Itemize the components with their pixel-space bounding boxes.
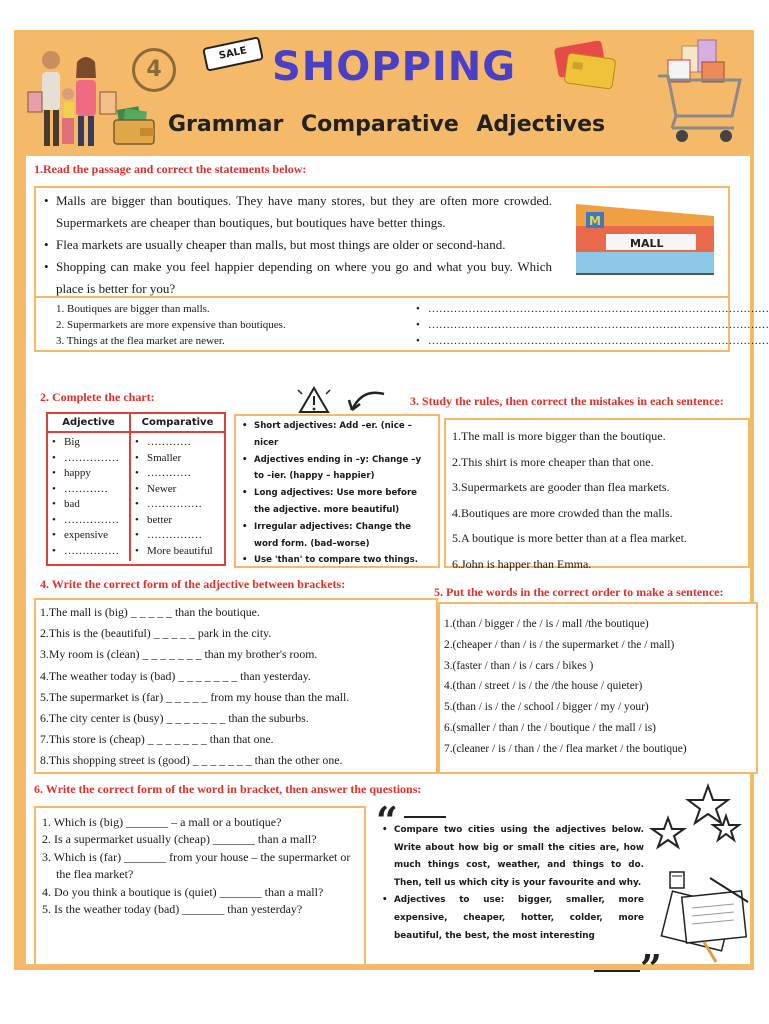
statements-list	[56, 301, 416, 349]
passage-item: • Shopping can make you feel happier depending on where you go and what you buy. Which place is better for you?	[44, 256, 552, 300]
statement-item: 2. Supermarkets are more expensive than boutiques.	[56, 319, 286, 331]
word-order-item: 4.(than / street / is / the /the house / quieter)	[444, 680, 643, 693]
page-subtitle: Grammar Comparative Adjectives	[168, 112, 606, 137]
mistake-item: 6.John is happer than Emma.	[452, 556, 592, 571]
comparative-column	[135, 435, 220, 559]
quote-line	[404, 816, 446, 818]
open-quote-icon: “	[376, 798, 398, 843]
questions-list	[42, 814, 360, 918]
word-order-item: 3.(faster / than / is / cars / bikes )	[444, 659, 594, 672]
writing-prompt: • Compare two cities using the adjectives below. Write about how big or small the cities are, how much things cost, weather, and things to do. Then, tell us which city is your favourite and why.	[382, 822, 644, 892]
mistake-item: 1.The mall is more bigger than the boutique.	[452, 429, 666, 443]
section4-heading: 4. Write the correct form of the adjective between brackets:	[40, 577, 346, 591]
chart-cell: • Big	[52, 435, 125, 451]
chart-header-adjective: Adjective	[48, 414, 130, 432]
mistakes-list	[452, 424, 687, 577]
page-title: SHOPPING	[272, 44, 517, 90]
rule-item: • Short adjectives: Add –er. (nice – nicer	[242, 418, 434, 452]
passage-item: • Flea markets are usually cheaper than malls, but most things are older or second-hand.	[44, 234, 552, 256]
comparative-chart	[48, 414, 224, 561]
bracket-item[interactable]: 8.This shopping street is (good) _ _ _ _ _ _ _ than the other one.	[40, 753, 343, 768]
section3-heading: 3. Study the rules, then correct the mistakes in each sentence:	[410, 394, 724, 408]
writing-adjectives: • Adjectives to use: bigger, smaller, more expensive, cheaper, hotter, colder, more beautiful, the best, the most interesting	[382, 892, 644, 945]
mall-logo-letter: M	[589, 214, 601, 228]
quote-line	[594, 970, 640, 972]
section5-box	[438, 602, 758, 774]
mistake-item: 3.Supermarkets are gooder than flea markets.	[452, 480, 670, 494]
section4-box	[34, 598, 438, 774]
answer-line[interactable]: • …………………………………………………………………………………	[416, 333, 716, 349]
word-order-item: 6.(smaller / than / the / boutique / the mall / is)	[444, 721, 656, 734]
passage-list	[44, 190, 552, 300]
bracket-item[interactable]: 5.The supermarket is (far) _ _ _ _ _ from my house than the mall.	[40, 689, 350, 704]
warning-icon	[296, 384, 406, 418]
brackets-list	[40, 602, 349, 772]
bracket-item[interactable]: 4.The weather today is (bad) _ _ _ _ _ _ _ than yesterday.	[40, 668, 311, 683]
bracket-item[interactable]: 1.The mall is (big) _ _ _ _ _ than the boutique.	[40, 605, 260, 619]
chart-cell: • Smaller	[135, 451, 220, 467]
shopping-cart-icon	[654, 36, 746, 146]
answer-line[interactable]: • …………………………………………………………………………………	[416, 317, 716, 333]
mall-illustration	[566, 200, 724, 278]
answer-lines	[416, 301, 769, 349]
word-order-list	[444, 614, 687, 760]
mistake-item: 4.Boutiques are more crowded than the malls.	[452, 505, 673, 520]
worksheet-content	[26, 156, 769, 991]
chart-cell: • More beautiful	[135, 544, 220, 560]
section1-heading: 1.Read the passage and correct the statements below:	[34, 162, 307, 176]
rules-list	[242, 418, 434, 569]
section5-heading: 5. Put the words in the correct order to make a sentence:	[434, 585, 724, 599]
mistake-item: 5.A boutique is more better than at a flea market.	[452, 531, 687, 545]
worksheet-frame	[14, 30, 769, 991]
notebook-coffee-icon	[656, 868, 752, 964]
chart-cell: • better	[135, 513, 220, 529]
rule-item: • Long adjectives: Use more before the adjective. more beautiful)	[242, 485, 434, 519]
chart-cell[interactable]: • ……………	[135, 497, 220, 513]
statement-item: 3. Things at the flea market are newer.	[56, 335, 225, 347]
passage-item: • Malls are bigger than boutiques. They have many stores, but they are often more crowded. Supermarkets are cheaper than boutiques, but boutiques have better things.	[44, 190, 552, 234]
chart-cell: • expensive	[52, 528, 125, 544]
chart-header-comparative: Comparative	[130, 414, 224, 432]
word-order-item: 1.(than / bigger / the / is / mall /the boutique)	[444, 618, 649, 630]
chart-cell[interactable]: • ……………	[135, 528, 220, 544]
adjective-column	[52, 435, 125, 559]
bracket-item[interactable]: 2.This is the (beautiful) _ _ _ _ _ park in the city.	[40, 626, 272, 641]
chart-cell: • bad	[52, 497, 125, 513]
section3-box	[444, 418, 750, 571]
chart-cell: • happy	[52, 466, 125, 482]
bracket-item[interactable]: 7.This store is (cheap) _ _ _ _ _ _ _ than that one.	[40, 732, 274, 747]
worksheet-number: 4	[132, 48, 176, 92]
section1-statements-box	[34, 296, 769, 352]
sale-tag-icon: SALE	[202, 36, 264, 72]
answer-line[interactable]: • …………………………………………………………………………………	[416, 301, 716, 317]
question-item[interactable]: 1. Which is (big) _______ – a mall or a boutique?	[42, 815, 282, 829]
word-order-item: 2.(cheaper / than / is / the supermarket / the / mall)	[444, 638, 675, 651]
rule-item: • Irregular adjectives: Change the word form. (bad–worse)	[242, 519, 434, 553]
mall-sign: MALL	[630, 237, 664, 250]
worksheet-header	[14, 30, 754, 154]
close-quote-icon: ”	[640, 946, 662, 991]
chart-cell[interactable]: • ……………	[52, 544, 125, 560]
rule-item: • Adjectives ending in –y: Change –y to –ier. (happy – happier)	[242, 452, 434, 486]
wallet-icon	[110, 106, 158, 148]
section6-heading: 6. Write the correct form of the word in bracket, then answer the questions:	[34, 782, 422, 796]
section1-passage-box	[34, 186, 730, 298]
question-item[interactable]: 3. Which is (far) _______ from your house – the supermarket or the flea market?	[42, 849, 351, 882]
bracket-item[interactable]: 3.My room is (clean) _ _ _ _ _ _ _ than my brother's room.	[40, 647, 318, 662]
rules-box	[234, 414, 440, 568]
word-order-item: 7.(cleaner / is / than / the / flea market / the boutique)	[444, 742, 687, 755]
chart-cell[interactable]: • …………	[135, 466, 220, 482]
chart-cell[interactable]: • …………	[52, 482, 125, 498]
chart-cell[interactable]: • ……………	[52, 513, 125, 529]
chart-cell[interactable]: • …………	[135, 435, 220, 451]
statement-item: 1. Boutiques are bigger than malls.	[56, 303, 210, 315]
section6-box	[34, 806, 366, 966]
word-order-item: 5.(than / is / the / school / bigger / my / your)	[444, 701, 649, 714]
chart-cell[interactable]: • ……………	[52, 451, 125, 467]
credit-cards-icon	[552, 38, 622, 94]
chart-cell: • Newer	[135, 482, 220, 498]
stars-icon	[646, 782, 750, 862]
writing-task	[382, 822, 644, 945]
question-item[interactable]: 2. Is a supermarket usually (cheap) _______ than a mall?	[42, 832, 317, 847]
mistake-item: 2.This shirt is more cheaper than that one.	[452, 454, 654, 469]
question-item[interactable]: 4. Do you think a boutique is (quiet) _______ than a mall?	[42, 884, 324, 899]
section2-heading: 2. Complete the chart:	[40, 390, 155, 404]
question-item[interactable]: 5. Is the weather today (bad) _______ than yesterday?	[42, 902, 303, 917]
bracket-item[interactable]: 6.The city center is (busy) _ _ _ _ _ _ _ than the suburbs.	[40, 711, 309, 726]
chart-box	[46, 412, 226, 566]
rule-item: • Use 'than' to compare two things.	[242, 552, 434, 569]
